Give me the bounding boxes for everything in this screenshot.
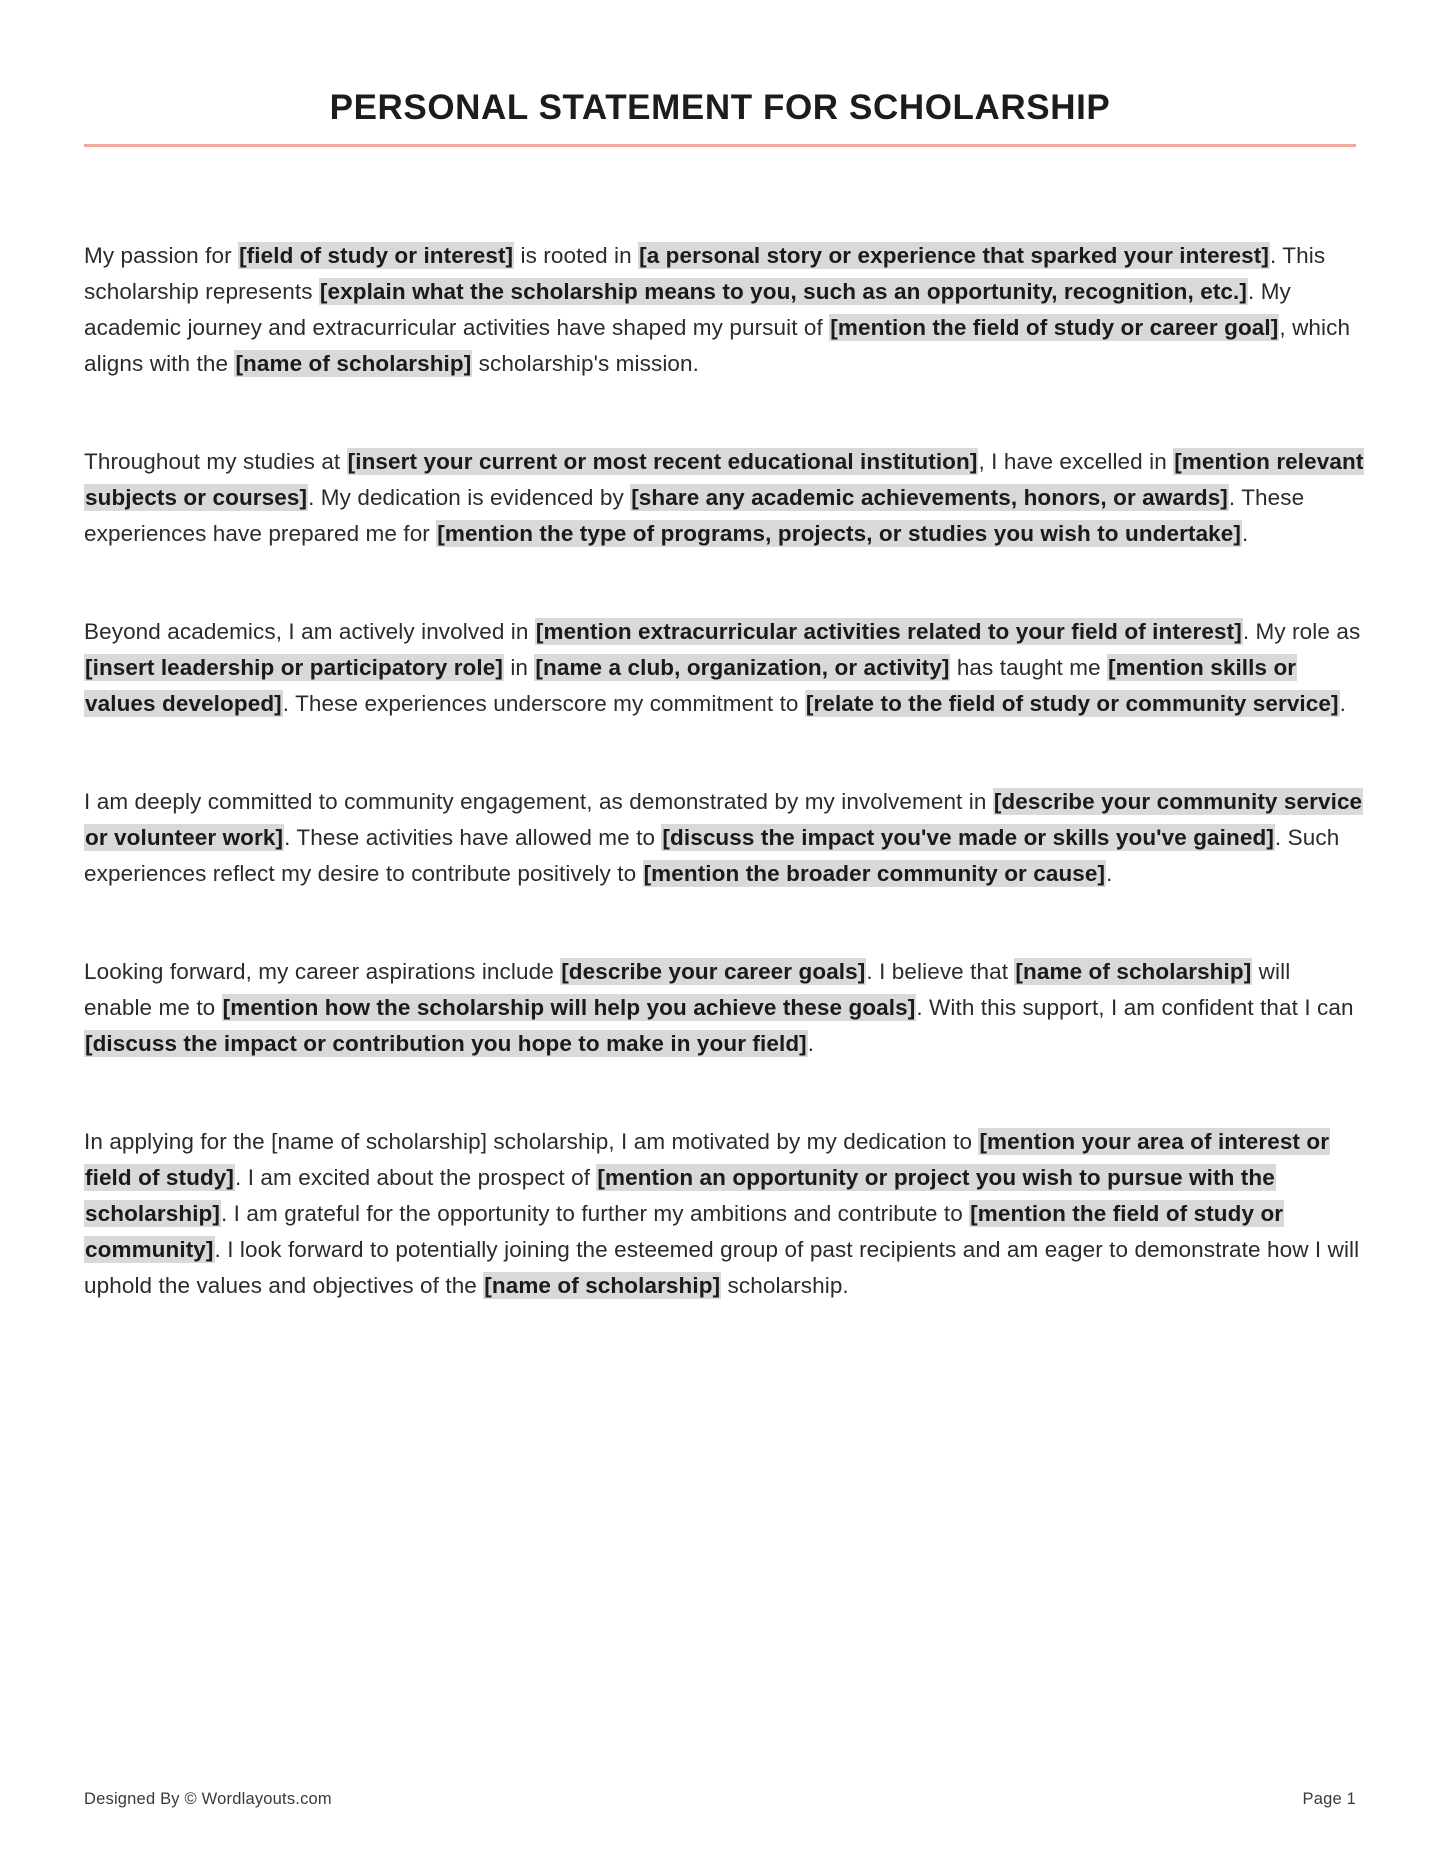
static-text: . These experiences underscore my commitment to [282, 691, 805, 716]
static-text: . [1339, 691, 1346, 716]
placeholder-field[interactable]: [describe your career goals] [561, 959, 866, 984]
placeholder-field[interactable]: [mention the broader community or cause] [643, 861, 1106, 886]
placeholder-field[interactable]: [insert your current or most recent educational institution] [347, 449, 978, 474]
static-text: . My academic journey and extracurricular activities have shaped my pursuit of [84, 279, 1291, 340]
static-text: I am deeply committed to community engagement, as demonstrated by my involvement in [84, 789, 993, 814]
static-text: is rooted in [514, 243, 639, 268]
placeholder-field[interactable]: [mention the type of programs, projects, or studies you wish to undertake] [437, 521, 1242, 546]
placeholder-field[interactable]: [mention skills or values developed] [85, 655, 1297, 716]
static-text: has taught me [950, 655, 1108, 680]
title-underline-divider [84, 144, 1356, 147]
placeholder-field[interactable]: [a personal story or experience that sparked your interest] [639, 243, 1269, 268]
static-text: . Such experiences reflect my desire to contribute positively to [84, 825, 1340, 886]
footer-page-number: Page 1 [1302, 1790, 1356, 1808]
placeholder-field[interactable]: [share any academic achievements, honors, or awards] [631, 485, 1228, 510]
placeholder-field[interactable]: [name of scholarship] [235, 351, 472, 376]
static-text: In applying for the [name of scholarship] scholarship, I am motivated by my dedication to [84, 1129, 979, 1154]
static-text: , I have excelled in [978, 449, 1174, 474]
static-text: . These experiences have prepared me for [84, 485, 1305, 546]
static-text: Throughout my studies at [84, 449, 347, 474]
placeholder-field[interactable]: [mention how the scholarship will help you achieve these goals] [222, 995, 916, 1020]
static-text: . This scholarship represents [84, 243, 1326, 304]
placeholder-field[interactable]: [insert leadership or participatory role] [85, 655, 503, 680]
paragraph-extracurricular [84, 614, 1364, 722]
static-text: will enable me to [84, 959, 1291, 1020]
static-text: scholarship. [721, 1273, 849, 1298]
paragraph-community [84, 784, 1364, 892]
static-text: , which aligns with the [84, 315, 1351, 376]
placeholder-field[interactable]: [relate to the field of study or community service] [805, 691, 1339, 716]
footer-divider [84, 1772, 1356, 1773]
document-body [84, 238, 1364, 1304]
placeholder-field[interactable]: [mention the field of study or career goal] [830, 315, 1279, 340]
static-text: . With this support, I am confident that I can [916, 995, 1354, 1020]
placeholder-field[interactable]: [explain what the scholarship means to you, such as an opportunity, recognition, etc.] [319, 279, 1247, 304]
static-text: . My dedication is evidenced by [308, 485, 631, 510]
placeholder-field[interactable]: [mention your area of interest or field of study] [85, 1129, 1330, 1190]
paragraph-academics [84, 444, 1364, 552]
document-footer [84, 1790, 1356, 1809]
page-title: PERSONAL STATEMENT FOR SCHOLARSHIP [329, 88, 1111, 127]
placeholder-field[interactable]: [mention an opportunity or project you wish to pursue with the scholarship] [85, 1165, 1275, 1226]
static-text: . I am grateful for the opportunity to further my ambitions and contribute to [220, 1201, 970, 1226]
static-text: . I am excited about the prospect of [235, 1165, 597, 1190]
static-text: Looking forward, my career aspirations include [84, 959, 561, 984]
static-text: My passion for [84, 243, 239, 268]
footer-credit: Designed By © Wordlayouts.com [84, 1790, 332, 1808]
placeholder-field[interactable]: [describe your community service or volunteer work] [85, 789, 1363, 850]
static-text: . I believe that [866, 959, 1015, 984]
static-text: . [807, 1031, 815, 1056]
placeholder-field[interactable]: [mention relevant subjects or courses] [85, 449, 1364, 510]
placeholder-field[interactable]: [discuss the impact or contribution you hope to make in your field] [85, 1031, 807, 1056]
document-header [84, 88, 1356, 147]
paragraph-career-goals [84, 954, 1364, 1062]
placeholder-field[interactable]: [discuss the impact you've made or skills you've gained] [662, 825, 1274, 850]
page-left-margin-rule [56, 148, 58, 1848]
static-text: in [503, 655, 535, 680]
static-text: . My role as [1242, 619, 1361, 644]
static-text: . These activities have allowed me to [284, 825, 662, 850]
placeholder-field[interactable]: [mention the field of study or community] [85, 1201, 1284, 1262]
placeholder-field[interactable]: [mention extracurricular activities related to your field of interest] [535, 619, 1242, 644]
placeholder-field[interactable]: [name of scholarship] [484, 1273, 721, 1298]
placeholder-field[interactable]: [field of study or interest] [239, 243, 514, 268]
placeholder-field[interactable]: [name a club, organization, or activity] [535, 655, 950, 680]
placeholder-field[interactable]: [name of scholarship] [1015, 959, 1252, 984]
static-text: . [1106, 861, 1113, 886]
static-text: . I look forward to potentially joining the esteemed group of past recipients and am eager to demonstrate how I will uphold the values and objectives of the [84, 1237, 1360, 1298]
static-text: Beyond academics, I am actively involved in [84, 619, 535, 644]
paragraph-passion [84, 238, 1364, 382]
paragraph-closing [84, 1124, 1364, 1304]
static-text: scholarship's mission. [472, 351, 700, 376]
static-text: . [1242, 521, 1249, 546]
